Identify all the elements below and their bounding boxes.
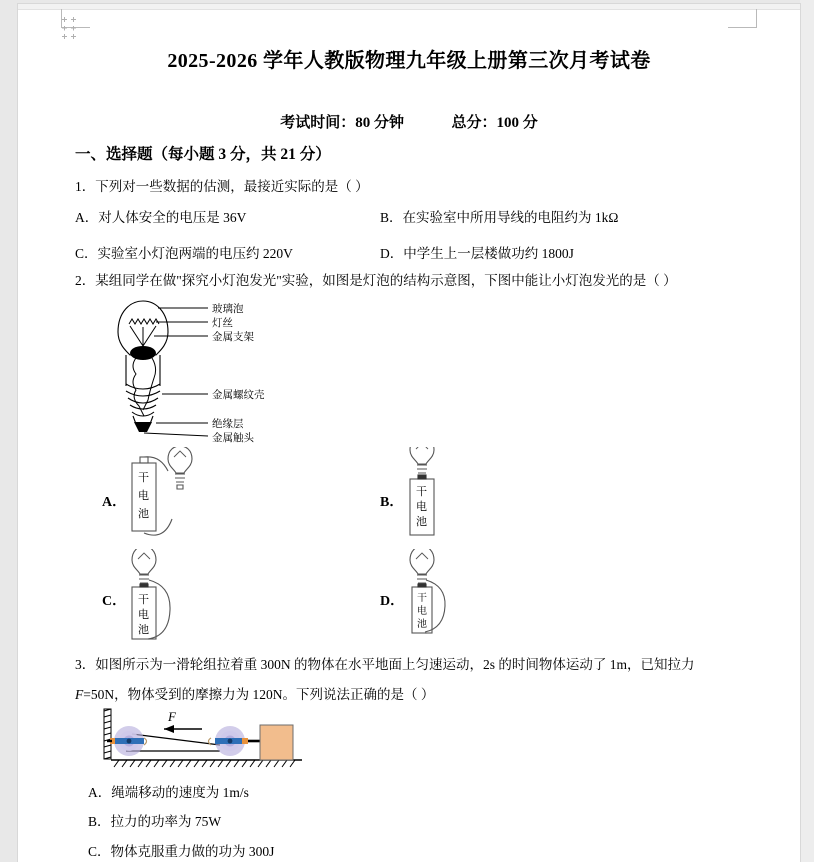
question-2-circuit-b xyxy=(400,447,490,552)
bulb-label-glass: 玻璃泡 xyxy=(212,303,244,315)
question-1-stem xyxy=(75,176,369,197)
bulb-structure-diagram xyxy=(96,296,346,444)
battery-label-b-3: 池 xyxy=(416,516,427,528)
question-1-option-a: A．对人体安全的电压是 36V xyxy=(75,210,247,225)
question-1-option-d: D．中学生上一层楼做功约 1800J xyxy=(380,246,574,261)
question-2-option-b-letter: B． xyxy=(380,495,404,510)
bulb-label-insulator: 绝缘层 xyxy=(212,418,244,430)
force-label-f: F xyxy=(168,709,176,724)
question-3-option-b: B．拉力的功率为 75W xyxy=(88,814,222,829)
battery-label-b-2: 电 xyxy=(416,501,427,513)
total-score-label: 总分：100 分 xyxy=(451,115,538,131)
question-2-circuit-a xyxy=(122,447,212,552)
bulb-label-contact: 金属触头 xyxy=(212,432,254,444)
question-3-number: 3． xyxy=(75,657,96,672)
exam-meta-line xyxy=(18,111,800,132)
question-1-number: 1． xyxy=(75,179,96,194)
question-3-text-line2: =50N，物体受到的摩擦力为 120N。下列说法正确的是（ ） xyxy=(83,687,435,702)
document-page xyxy=(18,4,800,862)
question-2-option-c-letter: C． xyxy=(102,594,127,609)
question-3-line-1 xyxy=(75,654,775,675)
section-heading: 一、选择题（每小题 3 分，共 21 分） xyxy=(75,146,331,163)
battery-label-d-1: 干 xyxy=(417,593,427,604)
question-3-line-2 xyxy=(75,684,775,705)
bulb-label-filament: 灯丝 xyxy=(212,317,233,329)
page-title: 2025-2026 学年人教版物理九年级上册第三次月考试卷 xyxy=(167,50,651,72)
document-body xyxy=(18,4,800,862)
force-symbol-f: F xyxy=(75,687,84,702)
battery-label-b-1: 干 xyxy=(416,486,427,498)
battery-label-c-3: 池 xyxy=(138,624,149,636)
pulley-system-diagram xyxy=(102,707,362,769)
battery-label-c-1: 干 xyxy=(138,594,149,606)
exam-time-label: 考试时间：80 分钟 xyxy=(280,115,404,131)
question-2-circuit-d xyxy=(400,549,490,654)
question-1-option-c: C．实验室小灯泡两端的电压约 220V xyxy=(75,246,293,261)
question-1-text: 下列对一些数据的估测，最接近实际的是（ ） xyxy=(95,179,369,194)
battery-label-a-2: 电 xyxy=(138,490,149,502)
question-3-text-line1: 如图所示为一滑轮组拉着重 300N 的物体在水平地面上匀速运动，2s 的时间物体运动了 1m，已知拉力 xyxy=(95,657,695,672)
question-2-stem xyxy=(75,270,775,291)
question-2-option-d-letter: D． xyxy=(380,594,405,609)
battery-label-a-3: 池 xyxy=(138,508,149,520)
bulb-label-screw-shell: 金属螺纹壳 xyxy=(212,389,265,401)
question-2-number: 2． xyxy=(75,273,96,288)
battery-label-d-2: 电 xyxy=(417,606,427,617)
battery-label-c-2: 电 xyxy=(138,609,149,621)
question-2-circuit-c xyxy=(122,549,212,654)
question-1-option-b: B．在实验室中所用导线的电阻约为 1kΩ xyxy=(380,210,619,225)
right-gutter xyxy=(800,0,814,862)
question-3-stem xyxy=(75,654,775,705)
battery-label-a-1: 干 xyxy=(138,472,149,484)
battery-label-d-3: 池 xyxy=(417,619,427,630)
question-3-option-c: C．物体克服重力做的功为 300J xyxy=(88,844,275,859)
question-3-option-a: A．绳端移动的速度为 1m/s xyxy=(88,785,249,800)
bulb-label-support: 金属支架 xyxy=(212,331,254,343)
question-2-option-a-letter: A． xyxy=(102,495,127,510)
question-2-text: 某组同学在做"探究小灯泡发光"实验，如图是灯泡的结构示意图，下图中能让小灯泡发光的是（ ） xyxy=(95,273,677,288)
